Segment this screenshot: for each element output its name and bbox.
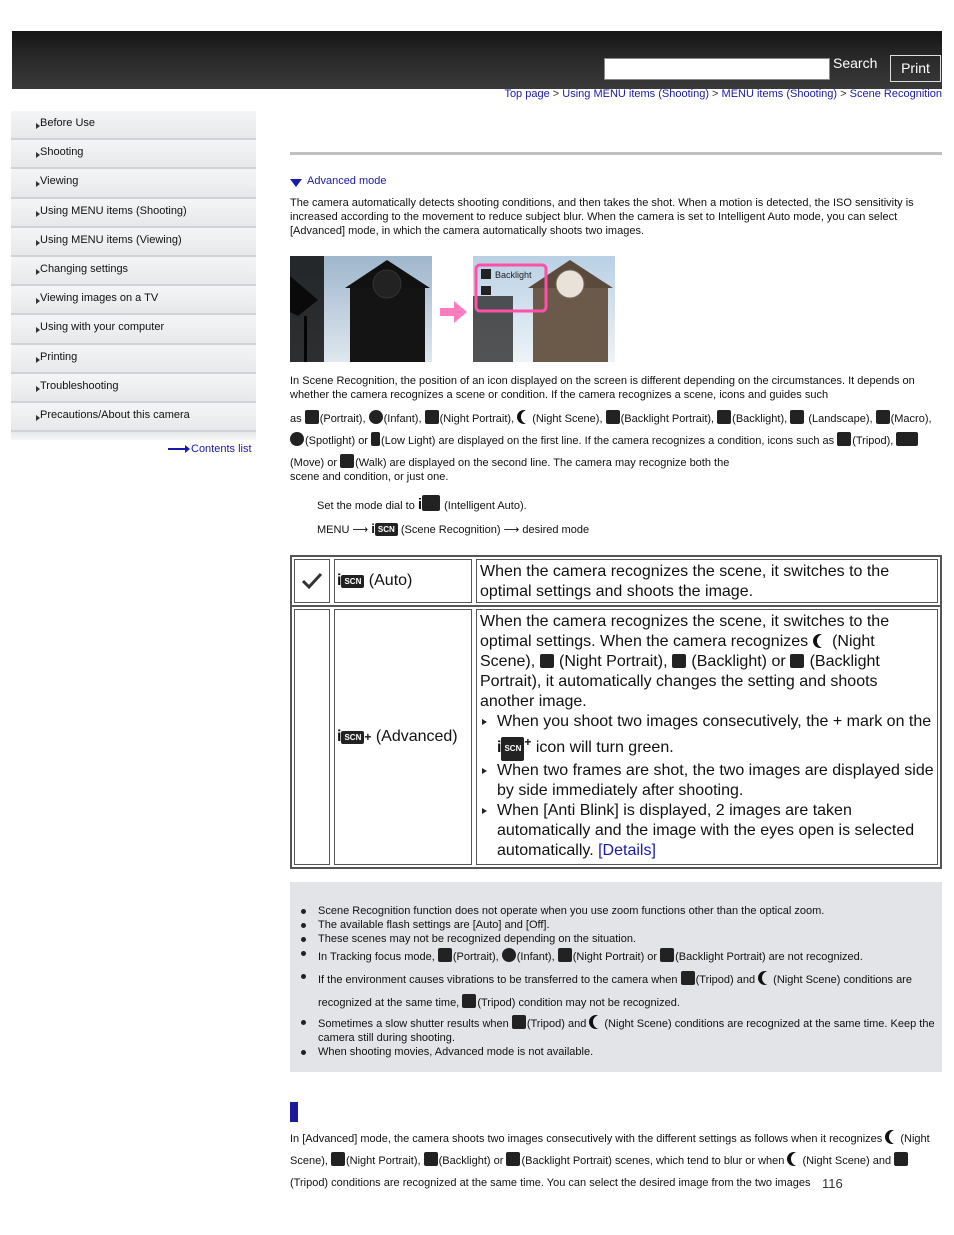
sidebar-item-menu-viewing[interactable]: Using MENU items (Viewing) xyxy=(11,228,256,257)
photo-after xyxy=(473,256,615,362)
contents-list-link[interactable]: Contents list xyxy=(168,443,252,455)
intro-text: The camera automatically detects shooting conditions, and then takes the shot. When a motion is detected, the ISO sensitivity is increased according to the movement to reduce subject blur. When the camera is set to Intelligent Auto mode, you can select [Advanced] mode, in which the camera automatically shoots two images. xyxy=(290,197,914,237)
option-name-auto: i SCN (Auto) xyxy=(334,559,472,603)
arrow-right-icon xyxy=(440,300,468,324)
sidebar-item-viewing[interactable]: Viewing xyxy=(11,169,256,198)
note-6: Sometimes a slow shutter results when (Tripod) and (Night Scene) conditions are recognized at the same time. Keep the camera still during shooting. xyxy=(318,1015,938,1045)
backlight-icon xyxy=(717,410,731,424)
recognition-intro: In Scene Recognition, the position of an icon displayed on the screen is different depending on the circumstances. It depends on whether the camera recognizes a scene or condition. If the camera recognizes a scene, icons and guides such xyxy=(290,375,915,401)
section-divider xyxy=(290,152,942,155)
night-scene-icon xyxy=(813,634,827,648)
night-portrait-icon xyxy=(331,1152,345,1166)
option-row-auto[interactable] xyxy=(292,557,940,605)
night-scene-icon xyxy=(885,1130,899,1144)
sidebar-item-troubleshooting[interactable]: Troubleshooting xyxy=(11,374,256,403)
options-table xyxy=(290,555,942,869)
details-link[interactable]: [Details] xyxy=(598,842,656,859)
backlight-icon xyxy=(424,1152,438,1166)
camera-icon xyxy=(422,495,440,511)
sidebar-item-printing[interactable]: Printing xyxy=(11,345,256,374)
infant-icon xyxy=(369,410,383,424)
tripod-icon xyxy=(462,994,476,1008)
photo-before xyxy=(290,256,432,362)
step-2: MENU ⟶ i SCN (Scene Recognition) ⟶ desired mode xyxy=(317,521,590,536)
backlight-portrait-icon xyxy=(606,410,620,424)
breadcrumb-scene-recognition[interactable]: Scene Recognition xyxy=(849,88,942,100)
sidebar-item-changing-settings[interactable]: Changing settings xyxy=(11,257,256,286)
advanced-note-1: When you shoot two images consecutively, the + mark on the i SCN + icon will turn green. xyxy=(480,712,934,761)
option-row-advanced[interactable] xyxy=(292,605,940,867)
breadcrumb-menu-items-shooting[interactable]: MENU items (Shooting) xyxy=(721,88,838,100)
backlight-portrait-icon xyxy=(790,654,804,668)
option-desc-advanced: When the camera recognizes the scene, it switches to the optimal settings. When the camera recognizes (Night Scene), (Night Portrait), (Backlight) or (Backlight Portrait), it automatically changes the setting and shoots another image. When you shoot two images consecutively, the + mark on the i SCN + icon will turn green. When two frames are shot, the two images are displayed side by side immediately after shooting. When [Anti Blink] is displayed, 2 images are taken automatically and the image with the eyes open is selected automatically. [Details] xyxy=(476,609,938,865)
sidebar xyxy=(11,111,256,440)
sidebar-footer xyxy=(11,432,256,440)
notes-box xyxy=(290,882,942,1072)
note-3: These scenes may not be recognized depending on the situation. xyxy=(318,932,938,946)
advanced-mode-link[interactable]: Advanced mode xyxy=(290,175,387,187)
tripod-icon xyxy=(512,1015,526,1029)
sidebar-item-menu-shooting[interactable]: Using MENU items (Shooting) xyxy=(11,199,256,228)
low-light-icon xyxy=(371,432,380,446)
backlight-portrait-icon xyxy=(506,1152,520,1166)
sidebar-item-computer[interactable]: Using with your computer xyxy=(11,315,256,344)
step-1: Set the mode dial to i (Intelligent Auto). xyxy=(317,496,527,513)
note-1: Scene Recognition function does not operate when you use zoom functions other than the optical zoom. xyxy=(318,904,938,918)
section-marker xyxy=(290,1102,298,1122)
checkmark-icon xyxy=(301,572,323,590)
scene-recognition-advanced-icon: SCN xyxy=(341,731,364,744)
landscape-icon xyxy=(790,410,804,424)
move-icon xyxy=(896,432,918,446)
note-4: In Tracking focus mode, (Portrait), (Infant), (Night Portrait) or (Backlight Portrait) are not recognized. xyxy=(318,946,938,969)
night-portrait-icon xyxy=(558,948,572,962)
note-7: When shooting movies, Advanced mode is not available. xyxy=(318,1045,938,1059)
spotlight-icon xyxy=(290,432,304,446)
macro-icon xyxy=(876,410,890,424)
recognition-icons-text: as (Portrait), (Infant), (Night Portrait), (Night Scene), (Backlight Portrait), (Backlight), (Landscape), (Macro), (Spotlight) or (Low Light) are displayed on the first line. If the camera recognizes a condition, icons such as (Tripod), (Move) or (Walk) are displayed on the second line. The camera may recognize both the xyxy=(290,408,940,474)
night-scene-icon xyxy=(787,1152,801,1166)
tripod-icon xyxy=(837,432,851,446)
portrait-icon xyxy=(438,948,452,962)
note-2: The available flash settings are [Auto] and [Off]. xyxy=(318,918,938,932)
triangle-down-icon xyxy=(290,179,302,187)
sidebar-item-viewing-tv[interactable]: Viewing images on a TV xyxy=(11,286,256,315)
print-button[interactable]: Print xyxy=(890,55,941,82)
option-desc-auto: When the camera recognizes the scene, it switches to the optimal settings and shoots the image. xyxy=(476,559,938,603)
recognition-end-text: scene and condition, or just one. xyxy=(290,471,449,483)
breadcrumb: Top page > Using MENU items (Shooting) > MENU items (Shooting) > Scene Recognition xyxy=(504,88,942,100)
note-5: If the environment causes vibrations to be transferred to the camera when (Tripod) and (Night Scene) conditions are recognized at the same time, (Tripod) condition may not be recognized. xyxy=(318,969,938,1015)
tripod-icon xyxy=(894,1152,908,1166)
breadcrumb-using-menu-shooting[interactable]: Using MENU items (Shooting) xyxy=(562,88,709,100)
page-number: 116 xyxy=(822,1176,843,1191)
night-portrait-icon xyxy=(425,410,439,424)
infant-icon xyxy=(502,948,516,962)
svg-text:Backlight: Backlight xyxy=(495,270,532,280)
portrait-icon xyxy=(305,410,319,424)
night-scene-icon xyxy=(589,1015,603,1029)
option-name-advanced: i SCN + (Advanced) xyxy=(334,609,472,865)
breadcrumb-top-page[interactable]: Top page xyxy=(504,88,550,100)
sidebar-item-before-use[interactable]: Before Use xyxy=(11,111,256,140)
advanced-note-3: When [Anti Blink] is displayed, 2 images are taken automatically and the image with the eyes open is selected automatically. [Details] xyxy=(480,801,934,861)
night-scene-icon xyxy=(758,971,772,985)
sidebar-item-shooting[interactable]: Shooting xyxy=(11,140,256,169)
scene-recognition-icon: SCN xyxy=(375,523,398,536)
tripod-icon xyxy=(681,971,695,985)
check-cell xyxy=(294,559,330,603)
search-input[interactable] xyxy=(604,58,830,80)
walk-icon xyxy=(340,454,354,468)
bottom-text: In [Advanced] mode, the camera shoots two images consecutively with the different settings as follows when it recognizes (Night Scene), (Night Portrait), (Backlight) or (Backlight Portrait) scenes, which tend to blur or when (Night Scene) and (Tripod) conditions are recognized at the same time. You can select the desired image from the two images xyxy=(290,1128,942,1194)
scene-recognition-icon: SCN xyxy=(341,575,364,588)
sidebar-item-precautions[interactable]: Precautions/About this camera xyxy=(11,403,256,432)
backlight-icon xyxy=(672,654,686,668)
advanced-note-2: When two frames are shot, the two images are displayed side by side immediately after shooting. xyxy=(480,761,934,801)
arrow-right-icon xyxy=(168,448,188,450)
scene-recognition-advanced-icon: SCN xyxy=(501,737,524,761)
night-portrait-icon xyxy=(540,654,554,668)
night-scene-icon xyxy=(517,410,531,424)
search-label: Search xyxy=(833,55,878,71)
check-cell-empty xyxy=(294,609,330,865)
backlight-portrait-icon xyxy=(660,948,674,962)
